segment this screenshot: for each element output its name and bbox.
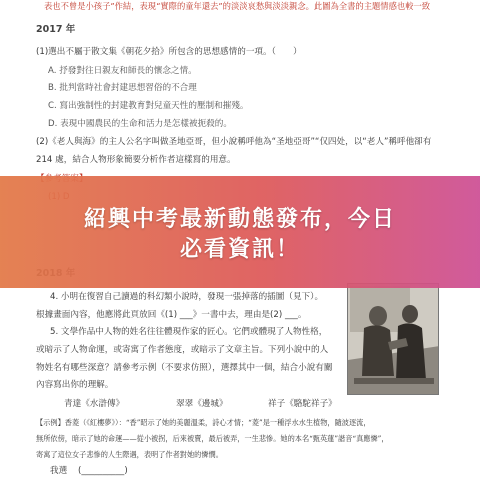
q2-line-2: 214 處，結合人物形象簡要分析作者這樣寫的用意。 — [36, 155, 236, 165]
q1-option-b: B. 批判當時社會封建思想習俗的不合理 — [48, 83, 197, 93]
headline-line-2: 必看資訊！ — [179, 237, 300, 262]
headline-line-1: 紹興中考最新動態發布，今日 — [83, 207, 396, 232]
novel-option-1: 青達《水滸傳》 — [64, 399, 125, 409]
year-2017-heading: 2017 年 — [36, 24, 76, 35]
q2-line-1: (2)《老人與海》的主人公名字叫做圣地亞哥，但小說稱呼他為“圣地亞哥”“仅四处，以“老人”稱呼他卻有 — [36, 137, 432, 147]
example-line-1: 【示例】香菱（《紅樓夢》）：“香”昭示了她的美麗溫柔，詩心才情；“菱”是一種浮水水生植物，隨波逐流， — [36, 418, 371, 427]
book-illustration-image — [347, 283, 439, 395]
choose-blank: (__________) — [78, 466, 128, 476]
q5-line-3: 物姓名有哪些深意？請參考示例（不要求仿照），選擇其中一個，結合小說有關 — [36, 363, 333, 373]
q5-line-4: 內容寫出你的理解。 — [36, 380, 114, 390]
q1-option-d: D. 表現中國農民的生命和活力是怎樣被扼殺的。 — [48, 119, 232, 129]
q1-option-a: A. 抒發對往日親友和師長的懷念之情。 — [48, 66, 197, 76]
q5-line-1: 5. 文學作品中人物的姓名往往體現作家的匠心。它們或體現了人物性格， — [50, 327, 328, 337]
novel-option-2: 翠翠《邊城》 — [176, 399, 228, 409]
top-text-line: 表也不曾是小孩子”作結，表現“實際的童年還去”的淡淡哀愁與淡淡親念。此圖為全書的主題情感也較一致 — [44, 1, 431, 11]
q1-stem: (1)選出不屬于散文集《朝花夕拾》所包含的思想感情的一項。（ ） — [36, 47, 302, 57]
example-line-2: 無所依傍，暗示了她的命運——從小被拐，后來被賣，最后被弄，一生悲慘。她的本名“甄英蓮”諧音“真應憐”， — [36, 434, 389, 443]
q4-line-2: 根據畫面內容，他應將此頁放回《(1) ___》一書中去，理由是(2) ___。 — [36, 310, 307, 320]
novel-option-3: 祥子《駱駝祥子》 — [268, 399, 337, 409]
q5-line-2: 或暗示了人物命運，或寄寓了作者態度，或暗示了文章主旨。下列小說中的人 — [36, 345, 329, 355]
headline-banner — [0, 176, 480, 288]
choose-label: 我選 — [50, 466, 68, 476]
example-line-3: 寄寓了這位女子悲慘的人生際遇，表明了作者對她的憐憫。 — [36, 450, 223, 459]
q4-line-1: 4. 小明在復習自己讀過的科幻類小說時，發現一張掉落的插圖（見下）。 — [50, 292, 324, 302]
q1-option-c: C. 寫出強制性的封建教育對兒童天性的壓制和摧殘。 — [48, 101, 249, 111]
